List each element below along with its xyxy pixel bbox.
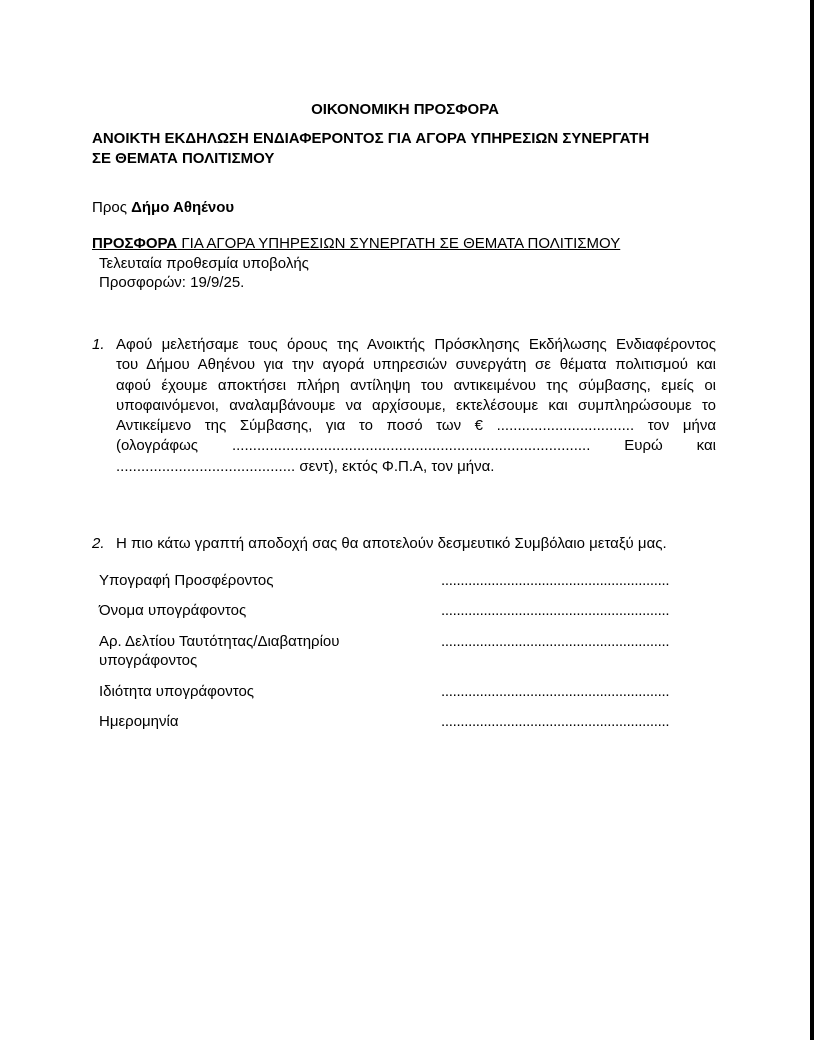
signature-label: Υπογραφή Προσφέροντος — [99, 572, 274, 589]
id-number-field[interactable]: ........................................................... — [441, 633, 670, 650]
signer-name-field[interactable]: ........................................................... — [441, 602, 670, 619]
item-1-line: Αντικείμενο της Σύμβασης, για το ποσό των € ................................. τον μήνα — [116, 417, 716, 435]
offer-heading-rest: ΓΙΑ ΑΓΟΡΑ ΥΠΗΡΕΣΙΩΝ ΣΥΝΕΡΓΑΤΗ ΣΕ ΘΕΜΑΤΑ ΠΟΛΙΤΙΣΜΟΥ — [177, 235, 621, 252]
signer-capacity-field[interactable]: ........................................................... — [441, 683, 670, 700]
offer-heading-bold: ΠΡΟΣΦΟΡΑ — [92, 235, 178, 252]
item-1-line: υποφαινόμενοι, αναλαμβάνουμε να αρχίσουμε, εκτελέσουμε και συμπληρώσουμε το — [116, 396, 716, 414]
page-edge-border — [810, 0, 814, 1040]
offer-heading — [92, 234, 620, 254]
signer-name-label: Όνομα υπογράφοντος — [99, 602, 247, 619]
deadline-line1: Τελευταία προθεσμία υποβολής — [99, 255, 309, 272]
document-subtitle-line2: ΣΕ ΘΕΜΑΤΑ ΠΟΛΙΤΙΣΜΟΥ — [92, 150, 275, 167]
document-subtitle-line1: ΑΝΟΙΚΤΗ ΕΚΔΗΛΩΣΗ ΕΝΔΙΑΦΕΡΟΝΤΟΣ ΓΙΑ ΑΓΟΡΑ ΥΠΗΡΕΣΙΩΝ ΣΥΝΕΡΓΑΤΗ — [92, 130, 650, 147]
date-field[interactable]: ........................................................... — [441, 713, 670, 730]
date-label: Ημερομηνία — [99, 713, 179, 730]
item-1-paragraph — [116, 335, 716, 477]
item-2-text: Η πιο κάτω γραπτή αποδοχή σας θα αποτελούν δεσμευτικό Συμβόλαιο μεταξύ μας. — [116, 535, 667, 552]
recipient-prefix: Προς — [92, 199, 132, 216]
document-title: ΟΙΚΟΝΟΜΙΚΗ ΠΡΟΣΦΟΡΑ — [311, 101, 499, 118]
item-1-line: (ολογράφως ...................................................................................... Ευρώ και — [116, 437, 716, 455]
recipient-line — [92, 198, 234, 218]
item-1-line: αφού έχουμε αποκτήσει πλήρη αντίληψη του αντικειμένου της σύμβασης, εμείς οι — [116, 376, 716, 394]
id-number-label: Αρ. Δελτίου Ταυτότητας/Διαβατηρίου — [99, 633, 340, 650]
signer-capacity-label: Ιδιότητα υπογράφοντος — [99, 683, 255, 700]
recipient-name: Δήμο Αθηένου — [131, 199, 235, 216]
item-1-line: Αφού μελετήσαμε τους όρους της Ανοικτής Πρόσκλησης Εκδήλωσης Ενδιαφέροντος — [116, 336, 716, 353]
item-number-1: 1. — [92, 336, 105, 353]
item-number-2: 2. — [92, 535, 105, 552]
id-number-label-line2: υπογράφοντος — [99, 652, 198, 669]
signature-field[interactable]: ........................................................... — [441, 572, 670, 589]
deadline-line2: Προσφορών: 19/9/25. — [99, 274, 245, 291]
item-1-line: του Δήμου Αθηένου για την αγορά υπηρεσιών συνεργάτη σε θέματα πολιτισμού και — [116, 356, 716, 374]
item-1-line: ........................................... σεντ), εκτός Φ.Π.Α, τον μήνα. — [116, 457, 495, 475]
